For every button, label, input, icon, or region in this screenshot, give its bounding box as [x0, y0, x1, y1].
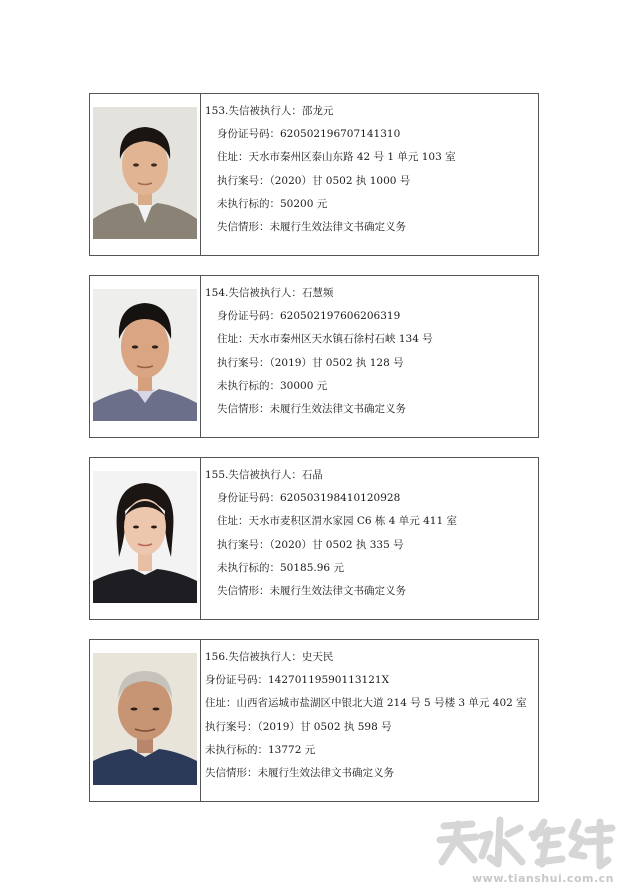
record-info	[201, 458, 538, 619]
photo-cell	[90, 94, 201, 255]
person-photo	[93, 471, 197, 603]
name-line: 154.失信被执行人：石慧频	[205, 287, 334, 299]
address-line: 住址：天水市麦积区渭水家园 C6 栋 4 单元 411 室	[217, 515, 457, 528]
record-info	[201, 276, 538, 437]
name-line: 156.失信被执行人：史天民	[205, 651, 334, 663]
person-photo	[93, 653, 197, 785]
person-photo	[93, 289, 197, 421]
record-info	[201, 94, 538, 255]
id-number-line: 身份证号码：620503198410120928	[217, 492, 401, 505]
site-watermark-logo	[436, 812, 616, 872]
record-info	[201, 640, 538, 801]
address-line: 住址：天水市秦州区泰山东路 42 号 1 单元 103 室	[217, 151, 456, 164]
amount-line: 未执行标的：13772 元	[205, 743, 316, 756]
record-card-153	[89, 93, 539, 256]
photo-cell	[90, 458, 201, 619]
situation-line: 失信情形：未履行生效法律文书确定义务	[217, 221, 406, 234]
watermark-url: www.tianshui.com.cn	[472, 872, 614, 885]
id-number-line: 身份证号码：620502197606206319	[217, 310, 401, 323]
name-line: 153.失信被执行人：邵龙元	[205, 105, 334, 117]
record-card-155	[89, 457, 539, 620]
name-line: 155.失信被执行人：石晶	[205, 469, 323, 481]
case-number-line: 执行案号：（2020）甘 0502 执 335 号	[217, 538, 404, 551]
person-photo	[93, 107, 197, 239]
record-card-154	[89, 275, 539, 438]
situation-line: 失信情形：未履行生效法律文书确定义务	[217, 403, 406, 416]
case-number-line: 执行案号：（2020）甘 0502 执 1000 号	[217, 174, 411, 187]
situation-line: 失信情形：未履行生效法律文书确定义务	[205, 767, 394, 780]
photo-cell	[90, 276, 201, 437]
case-number-line: 执行案号：（2019）甘 0502 执 598 号	[205, 720, 392, 733]
photo-cell	[90, 640, 201, 801]
amount-line: 未执行标的：50200 元	[217, 197, 328, 210]
address-line: 住址：天水市秦州区天水镇石徐村石峡 134 号	[217, 333, 433, 346]
amount-line: 未执行标的：30000 元	[217, 379, 328, 392]
situation-line: 失信情形：未履行生效法律文书确定义务	[217, 585, 406, 598]
record-card-156	[89, 639, 539, 802]
amount-line: 未执行标的：50185.96 元	[217, 561, 344, 574]
id-number-line: 身份证号码：620502196707141310	[217, 128, 401, 141]
case-number-line: 执行案号：（2019）甘 0502 执 128 号	[217, 356, 404, 369]
address-line: 住址：山西省运城市盐湖区中银北大道 214 号 5 号楼 3 单元 402 室	[205, 697, 527, 710]
id-number-line: 身份证号码：14270119590113121X	[205, 674, 390, 687]
